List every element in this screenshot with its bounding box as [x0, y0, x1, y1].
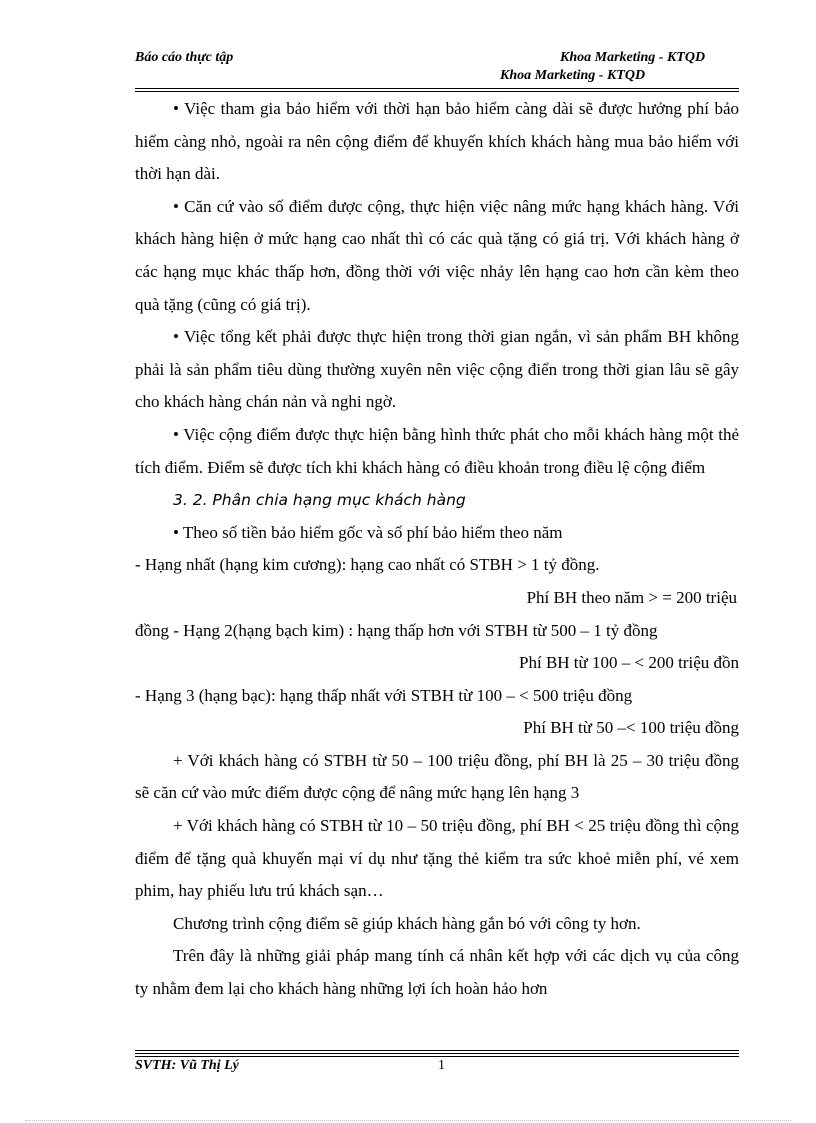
closing-paragraph-1: + Với khách hàng có STBH từ 50 – 100 triệu đồng, phí BH là 25 – 30 triệu đồng sẽ căn cứ vào mức điểm được cộng để nâng mức hạng lên hạng 3 [135, 750, 739, 803]
tier2-fee-line: Phí BH từ 100 – < 200 triệu đồn [519, 653, 739, 673]
footer-rule-1 [135, 1050, 739, 1051]
page-number: 1 [438, 1058, 445, 1073]
closing-paragraph-4: Trên đây là những giải pháp mang tính cá nhân kết hợp với các dịch vụ của công ty nhằm đem lại cho khách hàng những lợi ích hoàn hảo hơn [135, 946, 739, 999]
tier3-fee-line: Phí BH từ 50 –< 100 triệu đồng [523, 718, 739, 738]
footer-author: SVTH: Vũ Thị Lý [135, 1058, 239, 1073]
paragraph-rank-upgrade: • Căn cứ vào số điểm được cộng, thực hiện việc nâng mức hạng khách hàng. Với khách hàng hiện ở mức hạng cao nhất thì có các quà tặng có giá trị. Với khách hàng ở các hạng mục khác thấp hơn, đồng thời với việc nhảy lên hạng cao hơn cần kèm theo quà tặng (cũng có giá trị). [135, 196, 739, 314]
header-faculty-repeat: Khoa Marketing - KTQD [500, 68, 646, 83]
header-faculty: Khoa Marketing - KTQD [560, 50, 706, 65]
paragraph-summary-period: • Việc tổng kết phải được thực hiện trong thời gian ngắn, vì sản phẩm BH không phải là sản phẩm tiêu dùng thường xuyên nên việc cộng điển trong thời gian lâu sẽ gây cho khách hàng chán nản và nghi ngờ. [135, 327, 739, 412]
section-heading: 3. 2. Phân chia hạng mục khách hàng [173, 491, 466, 510]
paragraph-points-card: • Việc cộng điểm được thực hiện bằng hình thức phát cho mỗi khách hàng một thẻ tích điểm. Điểm sẽ được tích khi khách hàng có điều khoản trong điều lệ cộng điểm [135, 424, 739, 477]
footer-rule-3 [135, 1056, 739, 1057]
page-body [135, 93, 739, 1006]
tier1-line: - Hạng nhất (hạng kim cương): hạng cao nhất có STBH > 1 tỷ đồng. [135, 555, 600, 575]
closing-paragraph-3: Chương trình cộng điểm sẽ giúp khách hàng gắn bó với công ty hơn. [173, 913, 641, 933]
paragraph-term-length: • Việc tham gia bảo hiểm với thời hạn bảo hiểm càng dài sẽ được hưởng phí bảo hiểm càng nhỏ, ngoài ra nên cộng điểm để khuyến khích khách hàng mua bảo hiểm với thời hạn dài. [135, 99, 739, 184]
page-bottom-edge [25, 1120, 791, 1121]
criteria-line: • Theo số tiền bảo hiểm gốc và số phí bảo hiểm theo năm [173, 522, 563, 542]
tier3-line: - Hạng 3 (hạng bạc): hạng thấp nhất với STBH từ 100 – < 500 triệu đồng [135, 685, 633, 705]
tier1-fee-line: Phí BH theo năm > = 200 triệu [526, 587, 737, 607]
tier2-line: đồng - Hạng 2(hạng bạch kim) : hạng thấp hơn với STBH từ 500 – 1 tỷ đồng [135, 620, 658, 640]
header-rule-top [135, 88, 739, 89]
closing-paragraph-2: + Với khách hàng có STBH từ 10 – 50 triệu đồng, phí BH < 25 triệu đồng thì cộng điểm để tặng quà khuyến mại ví dụ như tặng thẻ kiểm tra sức khoẻ miễn phí, vé xem phim, hay phiếu lưu trú khách sạn… [135, 816, 739, 901]
header-report-title: Báo cáo thực tập [135, 50, 234, 65]
footer-rule-2 [135, 1053, 739, 1054]
header-rule-bottom [135, 91, 739, 92]
